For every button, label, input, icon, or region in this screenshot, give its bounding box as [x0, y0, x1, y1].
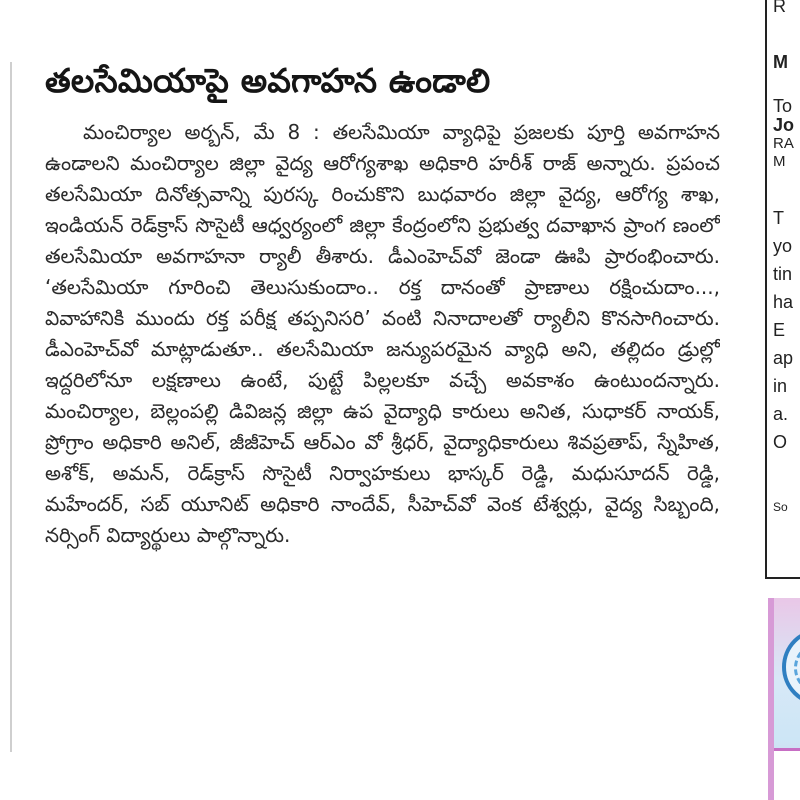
ad-fragment: O — [773, 432, 788, 452]
article-body-text: మంచిర్యాల అర్బన్‌, మే 8 : తలసేమియా వ్యాధిపై ప్రజలకు పూర్తి అవగాహన ఉండాలని మంచిర్యాల జిల్లా వైద్య ఆరోగ్యశాఖ అధికారి హరీశ్‌ రాజ్‌ అన్నారు. ప్రపంచ తలసేమియా దినోత్సవాన్ని పురస్క రించుకొని బుధవారం జిల్లా వైద్య, ఆరోగ్య శాఖ, ఇండియన్‌ రెడ్‌క్రాస్‌ సొసైటీ ఆధ్వర్యంలో జిల్లా కేంద్రంలోని ప్రభుత్వ దవాఖాన ప్రాంగ ణంలో తలసేమియా అవగాహనా ర్యాలీ తీశారు. డీఎంహెచ్‌వో జెండా ఊపి ప్రారంభించారు. ‘తలసేమియా గూరించి తెలుసుకుందాం.. రక్త దానంతో ప్రాణాలు రక్షించుదాం..., వివాహానికి ముందు రక్త పరీక్ష తప్పనిసరి’ వంటి నినాదాలతో ర్యాలీని కొనసాగించారు. డీఎంహెచ్‌వో మాట్లాడుతూ.. తలసేమియా జన్యుపరమైన వ్యాధి అని, తల్లిదం డ్రుల్లో ఇద్దరిలోనూ లక్షణాలు ఉంటే, పుట్టే పిల్లలకూ వచ్చే అవకాశం ఉంటుందన్నారు. మంచిర్యాల, బెల్లంపల్లి డివిజన్ల జిల్లా ఉప వైద్యాధి కారులు అనిత, సుధాకర్‌ నాయక్‌, ప్రోగ్రాం అధికారి అనిల్‌, జీజీహెచ్‌ ఆర్‌ఎం వో శ్రీధర్‌, వైద్యాధికారులు శివప్రతాప్‌, స్నేహిత, అశోక్‌, అమన్‌, రెడ్‌క్రాస్‌ సొసైటీ నిర్వాహకులు భాస్కర్‌ రెడ్డి, మధుసూదన్‌ రెడ్డి, మహేందర్‌, సబ్‌ యూనిట్‌ అధికారి నాందేవ్‌, సీహెచ్‌వో వెంక టేశ్వర్లు, వైద్య సిబ్బంది, నర్సింగ్‌ విద్యార్థులు పాల్గొన్నారు. — [45, 120, 720, 547]
ad-fragment: yo — [773, 236, 793, 256]
ad-fragment: ap — [773, 348, 794, 368]
side-ad-box — [765, 0, 800, 579]
adjacent-column — [748, 0, 800, 800]
ad-fragment: To — [773, 96, 793, 116]
article-body — [45, 117, 720, 551]
ad-fragment: M — [773, 153, 786, 170]
side-ad-graphic — [768, 598, 800, 800]
ad-fragment: T — [773, 208, 784, 228]
ad-fragment: R — [773, 0, 786, 16]
article-headline: తలసేమియాపై అవగాహన ఉండాలి — [45, 61, 491, 100]
ad-fragment: RA — [773, 135, 794, 152]
ad-fragment: a. — [773, 404, 789, 424]
column-divider — [10, 62, 12, 752]
ad-fragment: E — [773, 320, 786, 340]
ad-fragment: ha — [773, 292, 794, 312]
ad-fragment: So — [773, 500, 788, 514]
ad-fragment: Jo — [773, 115, 795, 135]
ad-banner-strip — [774, 748, 800, 800]
news-article — [45, 35, 720, 795]
ad-fragment: in — [773, 376, 788, 396]
ad-fragment: tin — [773, 264, 793, 284]
ad-fragment: M — [773, 52, 788, 72]
